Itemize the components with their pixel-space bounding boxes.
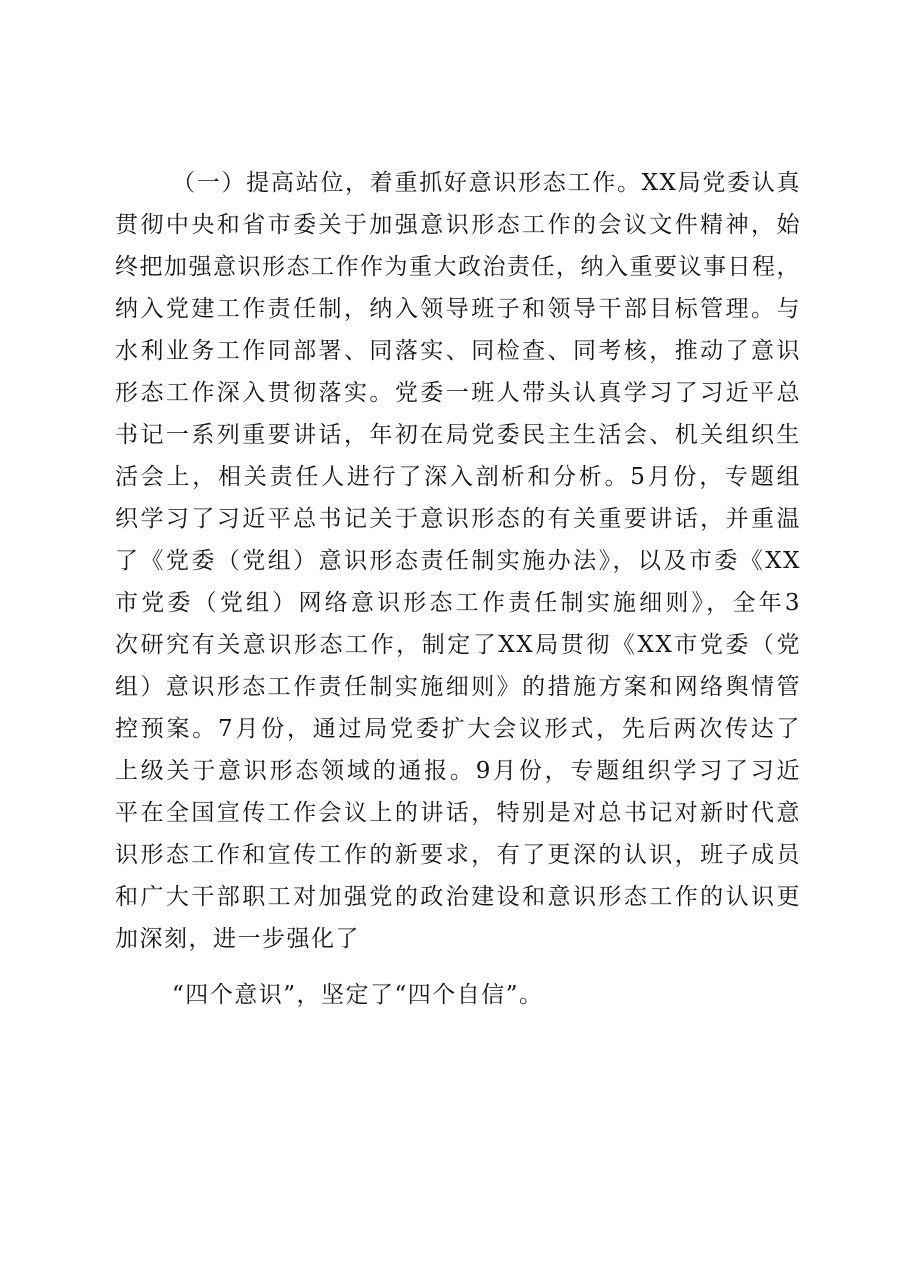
paragraph-1-line: 平在全国宣传工作会议上的讲话，特别是对总书记对新时代意 xyxy=(115,800,801,826)
paragraph-1-line: 贯彻中央和省市委关于加强意识形态工作的会议文件精神，始 xyxy=(115,212,801,238)
paragraph-1-line: 上级关于意识形态领域的通报。9月份，专题组织学习了习近 xyxy=(115,758,801,784)
paragraph-1-line: 终把加强意识形态工作作为重大政治责任，纳入重要议事日程， xyxy=(115,254,801,280)
paragraph-1-line: 控预案。7月份，通过局党委扩大会议形式，先后两次传达了 xyxy=(115,716,801,742)
paragraph-1-line: 织学习了习近平总书记关于意识形态的有关重要讲话，并重温 xyxy=(115,506,801,532)
paragraph-1-line: 和广大干部职工对加强党的政治建设和意识形态工作的认识更 xyxy=(115,884,801,910)
paragraph-1-line: 加深刻，进一步强化了 xyxy=(115,926,360,952)
paragraph-1-line: 了《党委（党组）意识形态责任制实施办法》，以及市委《XX xyxy=(115,548,801,574)
paragraph-1-line: 形态工作深入贯彻落实。党委一班人带头认真学习了习近平总 xyxy=(115,380,801,406)
paragraph-1-line: 组）意识形态工作责任制实施细则》的措施方案和网络舆情管 xyxy=(115,674,801,700)
paragraph-1-line: 水利业务工作同部署、同落实、同检查、同考核，推动了意识 xyxy=(115,338,801,364)
paragraph-1-line: 次研究有关意识形态工作，制定了XX局贯彻《XX市党委（党 xyxy=(115,632,801,658)
paragraph-1-line: 书记一系列重要讲话，年初在局党委民主生活会、机关组织生 xyxy=(115,422,801,448)
paragraph-1-line: 纳入党建工作责任制，纳入领导班子和领导干部目标管理。与 xyxy=(115,296,801,322)
paragraph-1-line: （一）提高站位，着重抓好意识形态工作。XX局党委认真 xyxy=(172,170,801,196)
paragraph-1-line: 市党委（党组）网络意识形态工作责任制实施细则》，全年3 xyxy=(115,590,801,616)
paragraph-1-line: 活会上，相关责任人进行了深入剖析和分析。5月份，专题组 xyxy=(115,464,801,490)
paragraph-1-line: 识形态工作和宣传工作的新要求，有了更深的认识，班子成员 xyxy=(115,842,801,868)
paragraph-2: “四个意识”，坚定了“四个自信”。 xyxy=(172,982,544,1008)
